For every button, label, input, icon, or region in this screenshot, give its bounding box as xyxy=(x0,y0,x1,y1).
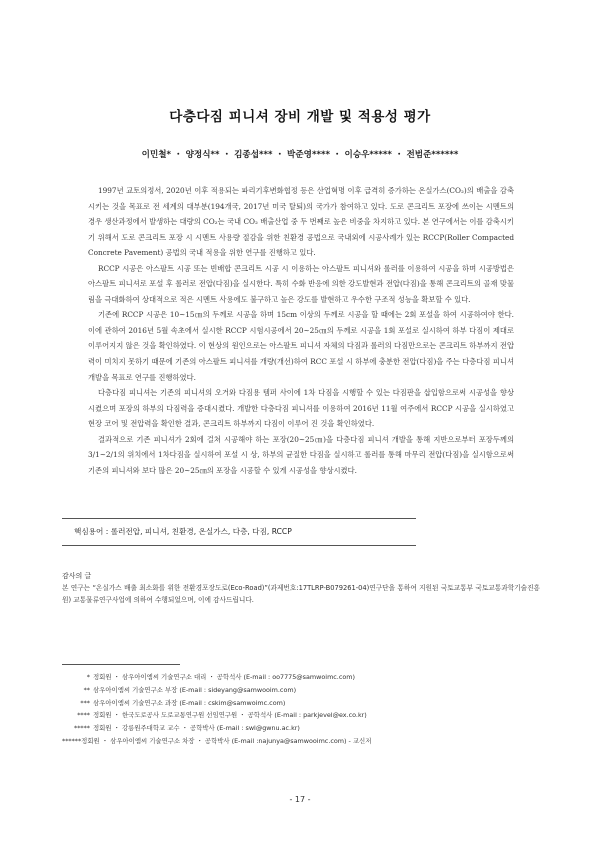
author-list: 이민철* ・ 양정식** ・ 김종섭*** ・ 박준영**** ・ 이승우***** ・ 전범준****** xyxy=(141,150,459,160)
footnote-text: 정회원 ・ 강릉원주대학교 교수 ・ 공학박사 (E-mail : swl@gwnu.ac.kr) xyxy=(93,724,300,733)
acknowledgement-title: 감사의 글 xyxy=(62,572,92,580)
footnote xyxy=(62,671,371,684)
footnote-text: 정회원 ・ 삼우아이엠씨 기술연구소 차장 ・ 공학박사 (E-mail :najunya@samwooimc.com) - 교신저 xyxy=(81,736,372,745)
footnote-text: 삼우아이엠씨 기술연구소 부장 (E-mail : sideyang@samwooim.com) xyxy=(93,685,297,694)
footnote-mark: ****** xyxy=(62,736,82,745)
footnote-mark: *** xyxy=(80,698,90,707)
keywords-bottom-rule xyxy=(62,545,416,546)
footnote xyxy=(62,709,371,722)
abstract xyxy=(88,183,514,478)
footnote-mark: **** xyxy=(77,711,90,720)
keywords-top-rule xyxy=(62,518,416,519)
abstract-paragraph: RCCP 시공은 아스팔트 시공 또는 빈배합 콘크리트 시공 시 이용하는 아스팔트 피니셔와 롤러를 이용하여 시공을 하며 시공방법은 아스팔트 피니셔로 포설 후 롤러로 전압(다짐)을 실시한다. 특히 수화 반응에 의한 강도발현과 전압(다짐)을 통해 콘크리트의 골재 맞물림을 극대화하여 상대적으로 적은 시멘트 사용에도 불구하고 높은 강도를 발현하고 우수한 구조적 성능을 확보할 수 있다. xyxy=(88,263,514,304)
footnote-text: 정회원 ・ 삼우아이엠씨 기술연구소 대리 ・ 공학석사 (E-mail : oo7775@samwoimc.com) xyxy=(93,673,355,681)
acknowledgement-text: 본 연구는 “온실가스 배출 최소화를 위한 전환경포장도로(Eco-Road)”(과제번호:17TLRP-B079261-04)연구단을 통하여 지원된 국토교통부 국토교통과학기술진흥원) 교통물류연구사업에 의하여 수행되었으며, 이에 감사드립니다. xyxy=(62,584,540,604)
footnote-rule xyxy=(62,664,180,665)
footnote xyxy=(62,722,371,735)
keywords: 핵심용어 : 롤러전압, 피니셔, 친환경, 온실가스, 다층, 다짐, RCCP xyxy=(74,527,292,536)
footnote-mark: ***** xyxy=(74,724,90,733)
abstract-paragraph: 1997년 교토의정서, 2020년 이후 적용되는 파리기후변화협정 등은 산업혁명 이후 급격히 증가하는 온실가스(CO₂)의 배출을 감축시키는 것을 목표로 전 세계의 대부분(194개국, 2017년 미국 탈퇴)의 국가가 참여하고 있다. 도로 콘크리트 포장에 쓰이는 시멘트의 경우 생산과정에서 발생하는 대량의 CO₂는 국내 CO₂ 배출산업 중 두 번째로 높은 비중을 차지하고 있다. 본 연구에서는 이를 감축시키기 위해서 도로 콘크리트 포장 시 시멘트 사용량 절감을 위한 친환경 공법으로 국내외에 시공사례가 있는 RCCP(Roller Compacted Concrete Pavement) 공법의 국내 적용을 위한 연구를 진행하고 있다. xyxy=(88,186,514,258)
footnotes xyxy=(62,671,371,748)
abstract-paragraph: 기존에 RCCP 시공은 10~15㎝의 두께로 시공을 하며 15cm 이상의 두께로 시공을 할 때에는 2회 포설을 하여 시공하여야 한다. 이에 관하여 2016년 5월 속초에서 실시한 RCCP 시험시공에서 20~25㎝의 두께로 시공을 1회 포설로 실시하여 하부 다짐이 제대로 이루어지지 않은 것을 확인하였다. 이 현상의 원인으로는 아스팔트 피니셔 자체의 다짐과 롤러의 다짐만으로는 콘크리트 하부까지 전압력이 미치지 못하기 때문에 기존의 아스팔트 피니셔를 개량(개선)하여 RCC 포설 시 하부에 충분한 전압(다짐)을 주는 다층다짐 피니셔 개발을 목표로 연구를 진행하였다. xyxy=(88,310,514,382)
footnote xyxy=(62,735,371,748)
page-number: - 17 - xyxy=(289,795,311,804)
footnote xyxy=(62,684,371,697)
paper-title: 다층다짐 피니셔 장비 개발 및 적용성 평가 xyxy=(169,109,431,125)
footnote-mark: * xyxy=(86,673,90,681)
abstract-paragraph: 다층다짐 피니셔는 기존의 피니셔의 오거와 다짐용 템퍼 사이에 1차 다짐을 시행할 수 있는 다짐판을 삽입함으로써 시공성을 향상 시켰으며 포장의 하부의 다짐력을 증대시켰다. 개발한 다층다짐 피니셔를 이용하여 2016년 11월 여주에서 RCCP 시공을 실시하였고 현장 코어 및 전압력을 확인한 결과, 콘크리트 하부까지 다짐이 이루어 진 것을 확인하였다. xyxy=(88,388,514,429)
abstract-paragraph: 결과적으로 기존 피니셔가 2회에 걸쳐 시공해야 하는 포장(20~25㎝)을 다층다짐 피니셔 개발을 통해 지반으로부터 포장두께의 3/1~2/1의 위치에서 1차다짐을 실시하여 포설 시 상, 하부의 균질한 다짐을 실시하고 롤러를 통해 마무리 전압(다짐)을 실시함으로써 기존의 피니셔와 보다 많은 20~25㎝의 포장을 시공할 수 있게 시공성을 향상시켰다. xyxy=(88,434,514,475)
footnote-text: 정회원 ・ 한국도로공사 도로교통연구원 선임연구원 ・ 공학석사 (E-mail : parkjevel@ex.co.kr) xyxy=(93,711,367,720)
footnote xyxy=(62,697,371,710)
footnote-text: 삼우아이엠씨 기술연구소 과장 (E-mail : cskim@samwoimc.com) xyxy=(93,698,286,707)
footnote-mark: ** xyxy=(83,685,90,694)
